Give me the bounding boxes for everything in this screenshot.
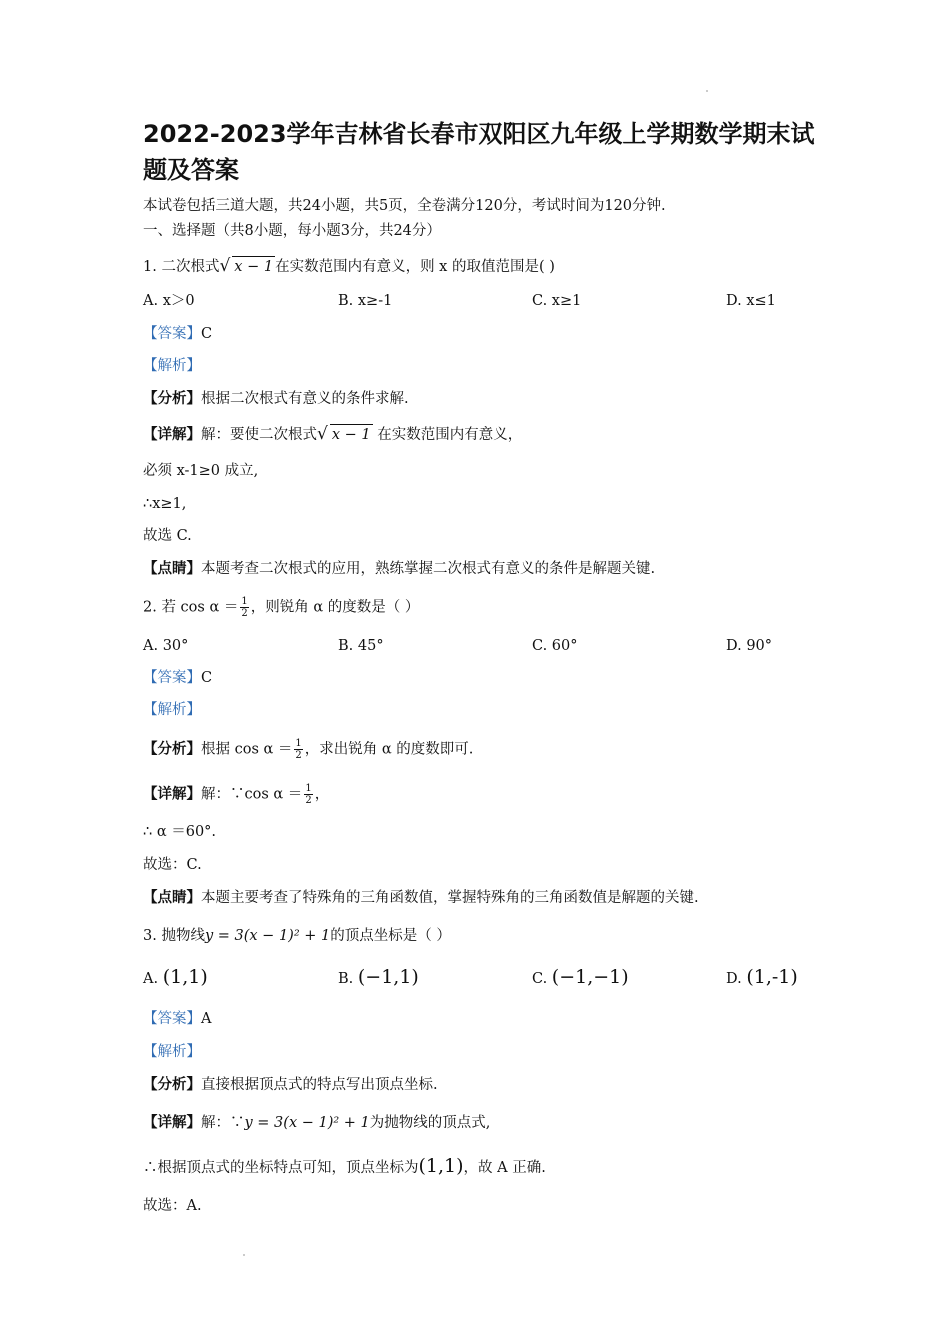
q1-radicand: x − 1 xyxy=(232,256,275,277)
q3-xiangjie-post: 为抛物线的顶点式, xyxy=(369,1115,491,1131)
q2-dianjing-text: 本题主要考查了特殊角的三角函数值，掌握特殊角的三角函数值是解题的关键. xyxy=(201,890,699,906)
answer-tag: 【答案】 xyxy=(143,326,201,342)
q3-stem-pre: 3. 抛物线 xyxy=(143,928,205,944)
q3-step-2-pre: ∴根据顶点式的坐标特点可知，顶点坐标为 xyxy=(143,1160,419,1176)
q1-stem-pre: 1. 二次根式 xyxy=(143,259,220,275)
fenxi-tag: 【分析】 xyxy=(143,1076,201,1093)
xiangjie-tag: 【详解】 xyxy=(143,1114,201,1131)
q2-fenxi-pre: 根据 cos α ＝ xyxy=(201,741,293,758)
q1-fenxi-text: 根据二次根式有意义的条件求解. xyxy=(201,391,409,407)
q2-stem-post: ，则锐角 α 的度数是（ ） xyxy=(250,599,420,616)
q2-answer-value: C xyxy=(201,670,213,686)
radical-sign: √ xyxy=(317,424,328,444)
fraction-one-half: $\frac{1}{2}$ xyxy=(295,738,302,761)
q1-xiangjie-pre: 解：要使二次根式 xyxy=(201,427,317,443)
q1-jiexi-tag: 【解析】 xyxy=(143,358,201,374)
q2-jiexi-tag: 【解析】 xyxy=(143,702,201,718)
q3-step-2 xyxy=(143,1156,546,1178)
q1-xiangjie-post: 在实数范围内有意义， xyxy=(377,427,523,443)
q2-option-c: C. 60° xyxy=(532,638,578,654)
q1-xiangjie-radicand: x − 1 xyxy=(330,424,373,445)
q2-stem xyxy=(143,596,419,619)
q1-dianjing xyxy=(143,559,655,579)
fenxi-tag: 【分析】 xyxy=(143,390,201,407)
q2-option-b: B. 45° xyxy=(338,638,384,654)
q1-fenxi xyxy=(143,389,409,409)
xiangjie-tag: 【详解】 xyxy=(143,785,201,803)
fraction-one-half: $\frac{1}{2}$ xyxy=(305,783,312,806)
q1-option-c: C. x≥1 xyxy=(532,293,582,309)
q3-option-a: A. (1,1) xyxy=(143,966,208,988)
page-title: 2022-2023学年吉林省长春市双阳区九年级上学期数学期末试题及答案 xyxy=(143,120,815,184)
scan-dot xyxy=(706,90,708,92)
radical-sign: √ xyxy=(219,256,231,276)
q1-option-b: B. x≥-1 xyxy=(338,293,393,309)
q2-option-d: D. 90° xyxy=(726,638,773,654)
q3-jiexi-tag: 【解析】 xyxy=(143,1044,201,1060)
fraction-one-half: $\frac{1}{2}$ xyxy=(241,596,248,619)
q3-option-d: D. (1,-1) xyxy=(726,966,798,988)
q3-step-3: 故选：A. xyxy=(143,1198,202,1214)
q2-fenxi-post: ，求出锐角 α 的度数即可. xyxy=(304,741,474,758)
q1-answer-value: C xyxy=(201,326,213,342)
q3-formula: y = 3(x − 1)² + 1 xyxy=(204,928,331,944)
q3-xiangjie xyxy=(143,1113,490,1133)
answer-tag: 【答案】 xyxy=(143,1011,201,1027)
q1-step-4: 故选 C. xyxy=(143,528,192,544)
q1-step-2: 必须 x-1≥0 成立, xyxy=(143,463,259,479)
q1-stem xyxy=(143,256,555,277)
q1-option-d: D. x≤1 xyxy=(726,293,776,309)
q3-answer-value: A xyxy=(201,1011,212,1027)
q2-step-2: ∴ α ＝60°. xyxy=(143,824,217,840)
q2-stem-pre: 2. 若 cos α ＝ xyxy=(143,599,239,616)
q2-option-a: A. 30° xyxy=(143,638,189,654)
q3-fenxi xyxy=(143,1075,438,1095)
q3-stem-post: 的顶点坐标是（ ） xyxy=(330,928,451,944)
q1-option-a: A. x＞0 xyxy=(143,293,195,309)
q2-fenxi xyxy=(143,738,473,761)
q3-xiangjie-formula: y = 3(x − 1)² + 1 xyxy=(244,1115,370,1131)
fenxi-tag: 【分析】 xyxy=(143,740,201,758)
q1-dianjing-text: 本题考查二次根式的应用，熟练掌握二次根式有意义的条件是解题关键. xyxy=(201,561,656,577)
q3-fenxi-text: 直接根据顶点式的特点写出顶点坐标. xyxy=(201,1077,438,1093)
q3-step-2-post: ，故 A 正确. xyxy=(463,1160,546,1176)
q3-xiangjie-pre: 解：∵ xyxy=(201,1115,245,1131)
dianjing-tag: 【点睛】 xyxy=(143,889,201,906)
q1-xiangjie xyxy=(143,424,522,445)
section-heading: 一、选择题（共8小题，每小题3分，共24分） xyxy=(143,223,441,239)
q2-answer xyxy=(143,668,212,688)
dianjing-tag: 【点睛】 xyxy=(143,560,201,577)
answer-tag: 【答案】 xyxy=(143,670,201,686)
q1-stem-post: 在实数范围内有意义，则 x 的取值范围是( ) xyxy=(275,259,555,275)
q3-stem xyxy=(143,926,451,946)
q2-xiangjie-pre: 解：∵cos α ＝ xyxy=(201,786,303,803)
q1-answer xyxy=(143,324,212,344)
q3-vertex: (1,1) xyxy=(418,1155,464,1177)
q3-option-c: C. (−1,−1) xyxy=(532,966,629,988)
q3-answer xyxy=(143,1009,211,1029)
scan-dot xyxy=(243,1254,245,1256)
q2-step-3: 故选：C. xyxy=(143,857,202,873)
intro-text: 本试卷包括三道大题，共24小题，共5页，全卷满分120分，考试时间为120分钟. xyxy=(143,198,666,214)
q3-option-b: B. (−1,1) xyxy=(338,966,419,988)
q2-xiangjie-post: ， xyxy=(314,786,330,803)
q1-step-3: ∴x≥1, xyxy=(143,496,187,512)
xiangjie-tag: 【详解】 xyxy=(143,426,201,443)
q2-dianjing xyxy=(143,888,699,908)
q2-xiangjie xyxy=(143,783,329,806)
